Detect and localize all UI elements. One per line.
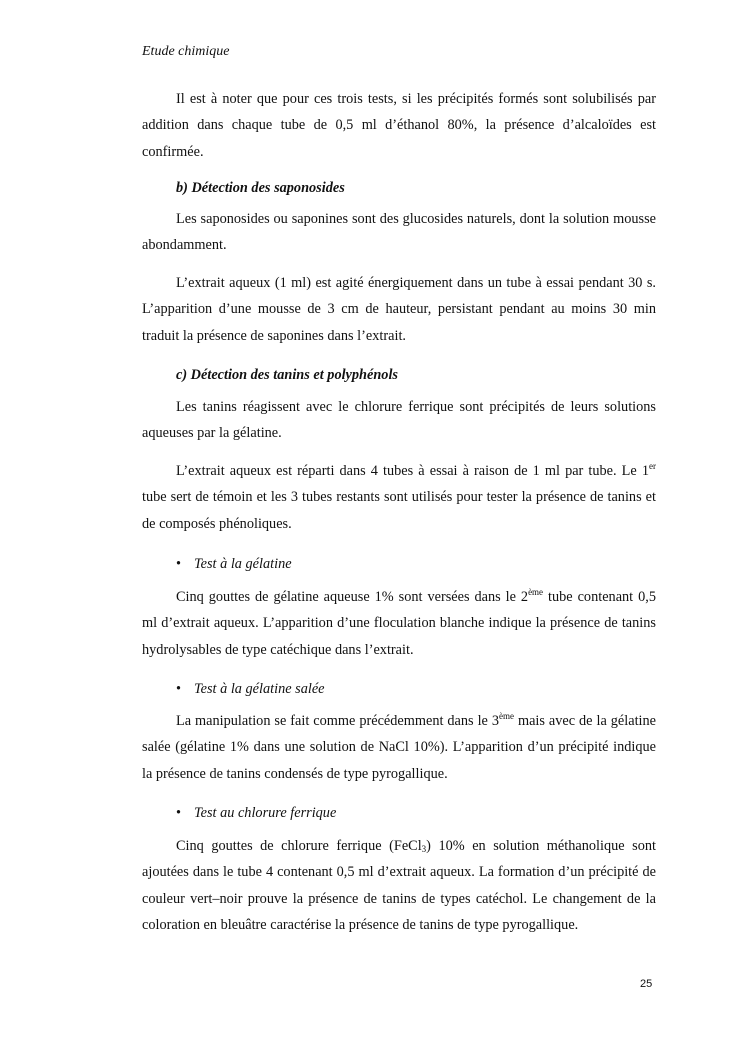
text-run: ) 10% en solution méthanolique sont ajoutées dans le tube 4 contenant 0,5 ml d’extrait aqueux. La formation d’un précipité de couleur vert–noir prouve la présence de tanins de types catéchol. Le changement de la coloration en bleuâtre caractérise la présence de tanins de type pyrogallique.: [142, 838, 656, 933]
bullet-label: Test à la gélatine salée: [194, 681, 325, 697]
text-run: L’extrait aqueux est réparti dans 4 tubes à essai à raison de 1 ml par tube. Le 1: [176, 463, 649, 479]
bullet-test-gelatine-salee: [176, 681, 325, 698]
page-number: 25: [640, 978, 653, 990]
superscript: ème: [528, 587, 544, 597]
bullet-marker: •: [176, 805, 182, 821]
bullet-marker: •: [176, 556, 182, 572]
bullet-test-gelatine: [176, 556, 292, 573]
paragraph-gelatine-test: [142, 584, 656, 663]
text-run: tube contenant 0,5 ml d’extrait aqueux. L’apparition d’une floculation blanche indique la présence de tanins hydrolysables de type catéchique dans l’extrait.: [142, 589, 656, 658]
text-run: Cinq gouttes de gélatine aqueuse 1% sont versées dans le 2: [176, 589, 529, 605]
paragraph-alkaloids-confirmation: Il est à noter que pour ces trois tests, si les précipités formés sont solubilisés par addition dans chaque tube de 0,5 ml d’éthanol 80%, la présence d’alcaloïdes est confirmée.: [142, 91, 656, 160]
section-heading-tanins: c) Détection des tanins et polyphénols: [176, 367, 398, 383]
text-run: La manipulation se fait comme précédemment dans le 3: [176, 713, 499, 729]
superscript: er: [649, 461, 656, 471]
paragraph-saponosides-definition: Les saponosides ou saponines sont des glucosides naturels, dont la solution mousse abondamment.: [142, 211, 656, 254]
bullet-label: Test à la gélatine: [194, 556, 292, 572]
text-run: mais avec de la gélatine salée (gélatine 1% dans une solution de NaCl 10%). L’apparition d’un précipité indique la présence de tanins condensés de type pyrogallique.: [142, 713, 657, 782]
section-heading-saponosides: b) Détection des saponosides: [176, 180, 345, 196]
superscript: ème: [499, 711, 514, 721]
text-run: tube sert de témoin et les 3 tubes restants sont utilisés pour tester la présence de tanins et de composés phénoliques.: [142, 489, 656, 532]
paragraph-tanins-definition: Les tanins réagissent avec le chlorure ferrique sont précipités de leurs solutions aqueuses par la gélatine.: [142, 399, 656, 442]
bullet-label: Test au chlorure ferrique: [194, 805, 337, 821]
paragraph-saponosides-test: L’extrait aqueux (1 ml) est agité énergiquement dans un tube à essai pendant 30 s. L’apparition d’une mousse de 3 cm de hauteur, persistant pendant au moins 30 min traduit la présence de saponines dans l’extrait.: [142, 275, 656, 344]
bullet-test-chlorure-ferrique: [176, 805, 336, 822]
bullet-marker: •: [176, 681, 182, 697]
subscript: 3: [421, 844, 427, 854]
running-header: Etude chimique: [142, 44, 230, 59]
paragraph-tanins-tubes: [142, 458, 656, 537]
paragraph-chlorure-ferrique-test: [142, 833, 656, 938]
paragraph-gelatine-salee-test: [142, 708, 656, 787]
text-run: Cinq gouttes de chlorure ferrique (FeCl: [176, 838, 422, 854]
